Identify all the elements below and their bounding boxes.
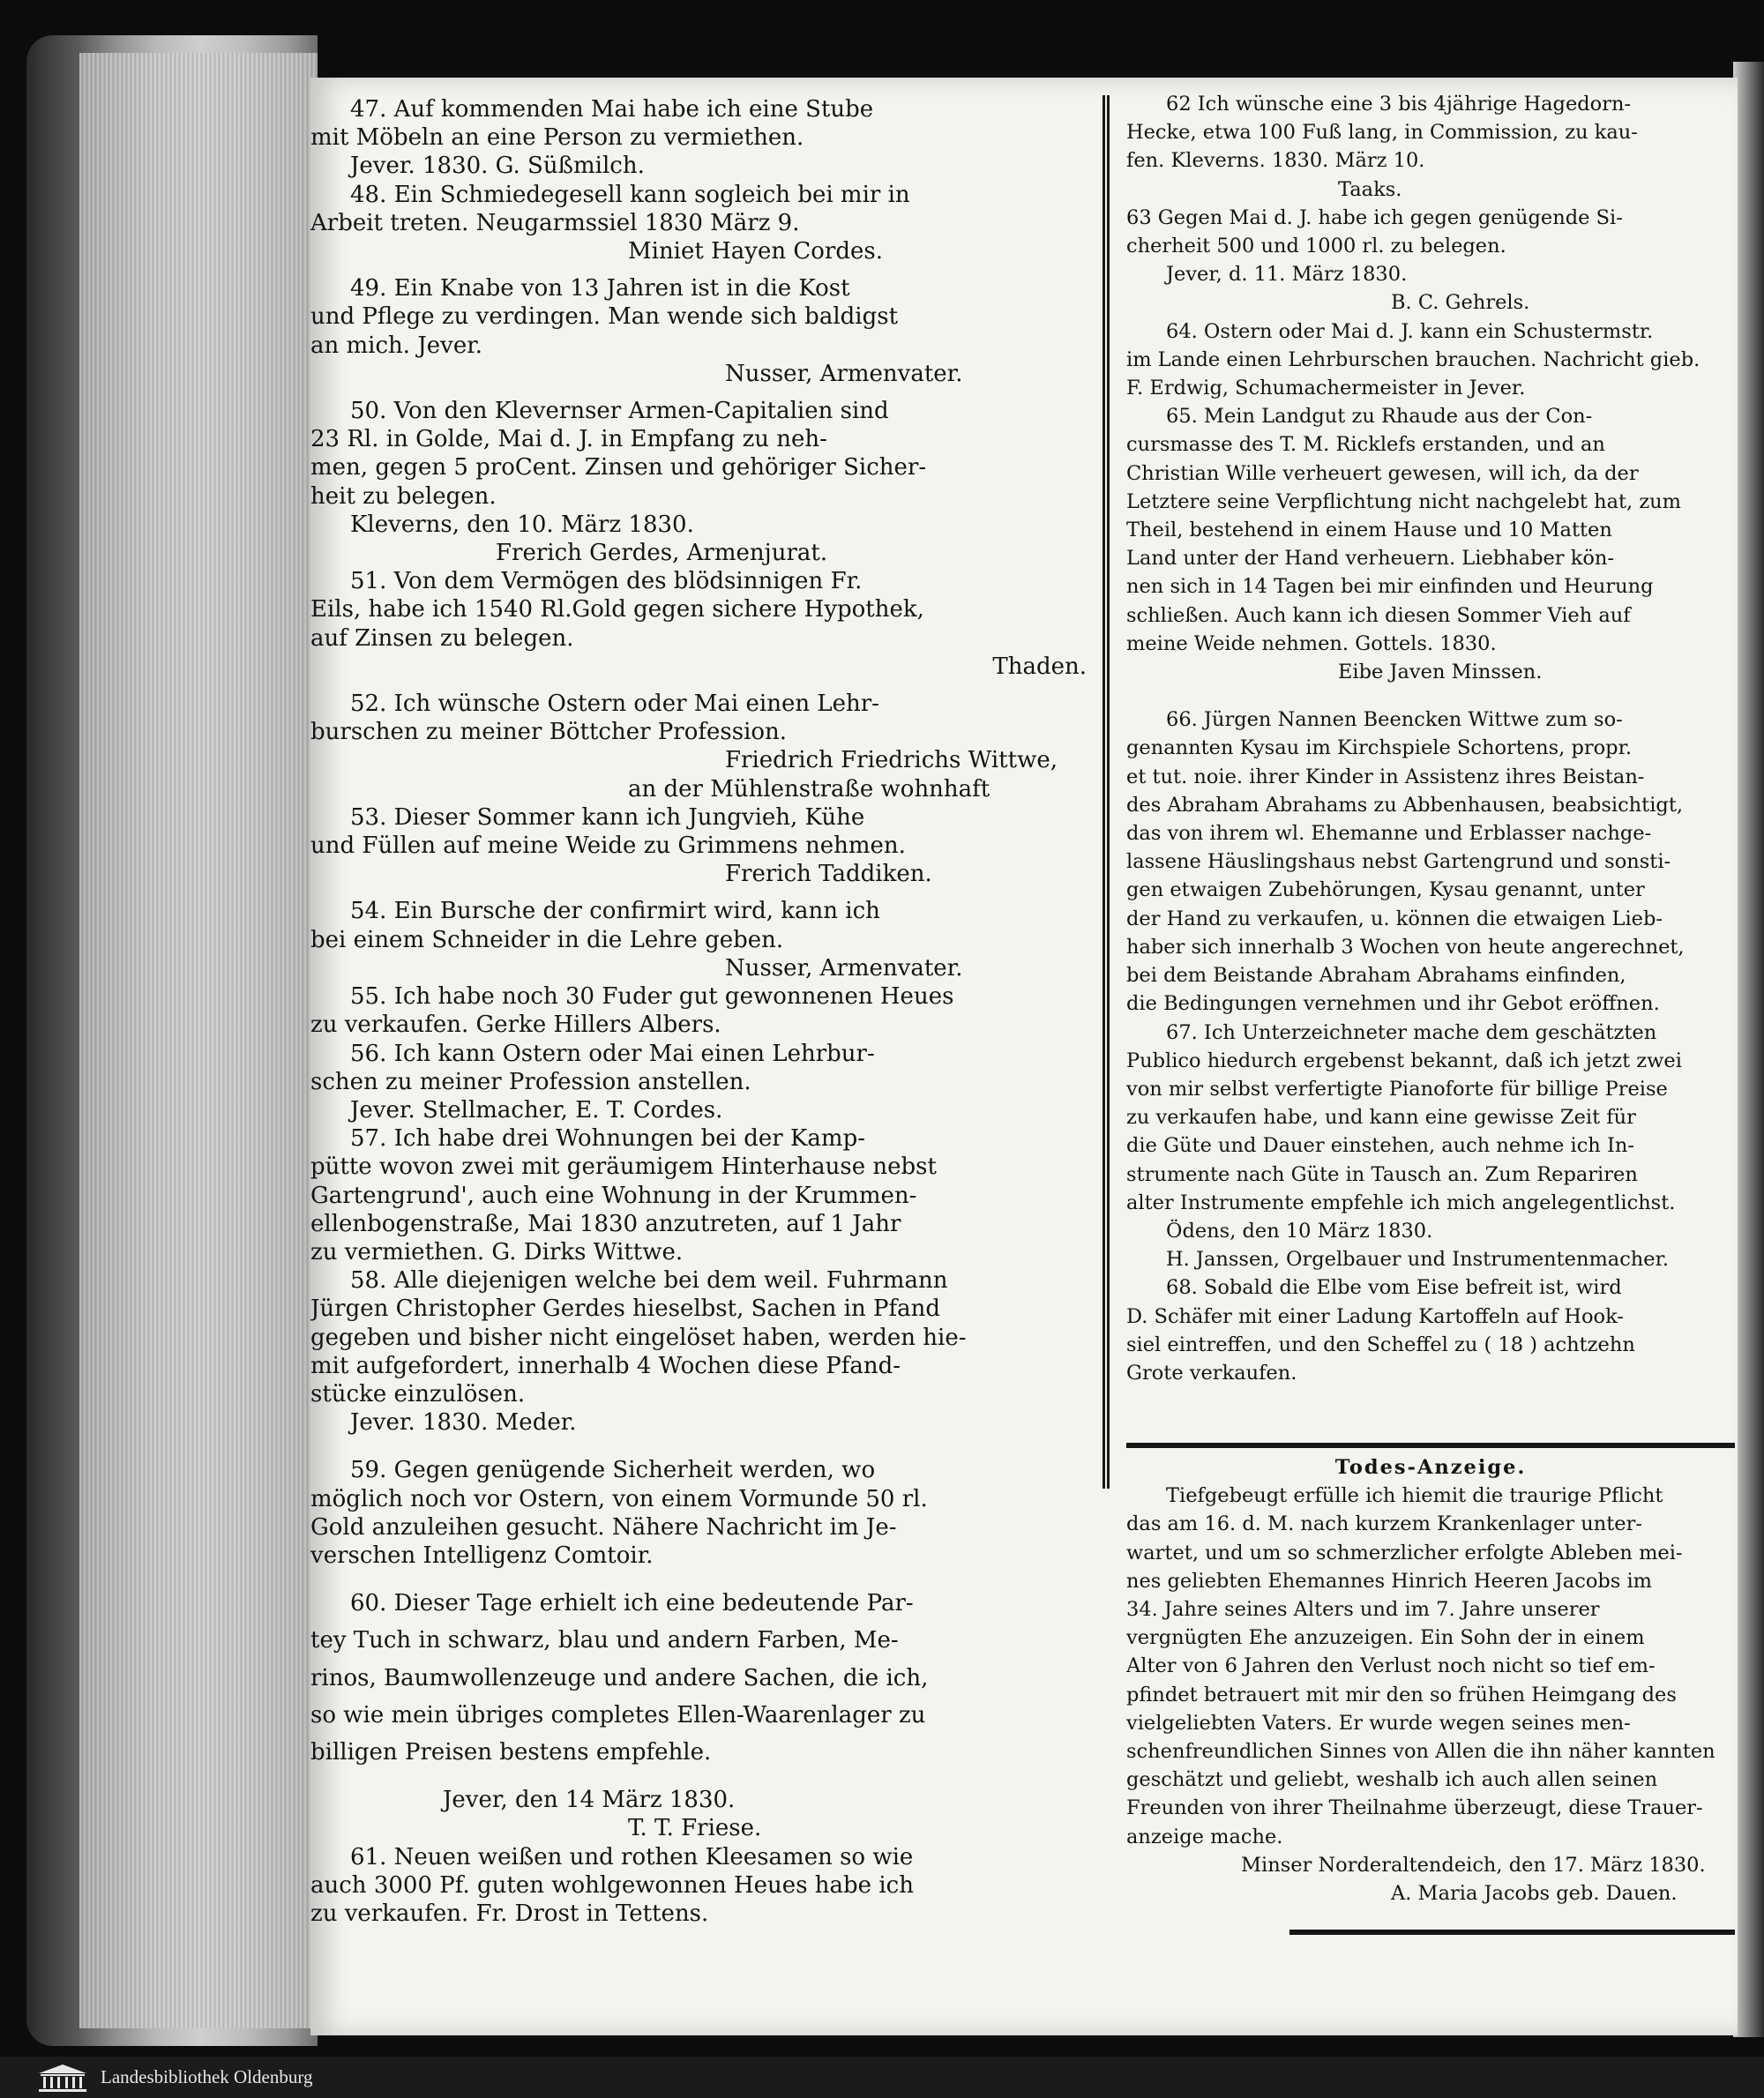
footer-bar [0, 2057, 1764, 2098]
ad-57-line: 57. Ich habe drei Wohnungen bei der Kamp- [350, 1125, 866, 1153]
death-notice [1126, 1453, 1735, 1908]
ad-66-line: genannten Kysau im Kirchspiele Schortens, propr. [1126, 736, 1633, 760]
ad-56-line: schen zu meiner Profession anstellen. [310, 1068, 751, 1095]
ad-67-line: 67. Ich Unterzeichneter mache dem geschätzten [1166, 1020, 1657, 1044]
library-building-icon [35, 2063, 90, 2093]
death-notice-line: 34. Jahre seines Alters und im 7. Jahre unserer [1126, 1598, 1600, 1622]
ad-60-line: 60. Dieser Tage erhielt ich eine bedeutende Par- [350, 1590, 914, 1617]
ad-51-signature: Thaden. [992, 653, 1087, 680]
ad-50-signature: Frerich Gerdes, Armenjurat. [496, 540, 828, 567]
ad-58-line: stücke einzulösen. [310, 1380, 526, 1407]
ad-66-line: gen etwaigen Zubehörungen, Kysau genannt, unter [1126, 878, 1645, 902]
ad-53-signature: Frerich Taddiken. [725, 861, 932, 888]
ad-66-line: et tut. noie. ihrer Kinder in Assistenz ihres Beistan- [1126, 765, 1645, 788]
death-notice-line: geschätzt und geliebt, weshalb ich auch allen seinen [1126, 1768, 1658, 1792]
ad-59-line: Gold anzuleihen gesucht. Nähere Nachricht im Je- [310, 1513, 897, 1541]
death-notice-line: nes geliebten Ehemannes Hinrich Heeren Jacobs im [1126, 1569, 1652, 1593]
death-notice-line: Freunden von ihrer Theilnahme überzeugt, diese Trauer- [1126, 1796, 1703, 1820]
ad-59-line: möglich noch vor Ostern, von einem Vormunde 50 rl. [310, 1485, 928, 1512]
ad-60-line: tey Tuch in schwarz, blau und andern Farben, Me- [310, 1627, 899, 1654]
ad-50-line: 50. Von den Klevernser Armen-Capitalien sind [350, 398, 889, 425]
ad-62-line: 62 Ich wünsche eine 3 bis 4jährige Hagedorn- [1166, 93, 1632, 116]
ad-57-line: ellenbogenstraße, Mai 1830 anzutreten, auf 1 Jahr [310, 1210, 901, 1237]
ad-65-line: Christian Wille verheuert gewesen, will ich, da der [1126, 461, 1639, 485]
ad-49-line: 49. Ein Knabe von 13 Jahren ist in die Kost [350, 275, 850, 302]
ad-58-line: mit aufgefordert, innerhalb 4 Wochen diese Pfand- [310, 1352, 901, 1379]
ad-65-line: nen sich in 14 Tagen bei mir einfinden und Heurung [1126, 575, 1654, 599]
ad-49-signature: Nusser, Armenvater. [725, 360, 963, 387]
ad-62-line: fen. Kleverns. 1830. März 10. [1126, 149, 1425, 173]
death-notice-line: das am 16. d. M. nach kurzem Krankenlager unter- [1126, 1512, 1642, 1536]
ad-51-line: auf Zinsen zu belegen. [310, 624, 574, 652]
ad-57-line: Gartengrund', auch eine Wohnung in der Krummen- [310, 1182, 917, 1209]
newspaper-page [310, 78, 1738, 2035]
ad-67-line: strumente nach Güte in Tausch an. Zum Repariren [1126, 1162, 1638, 1186]
ad-65-line: 65. Mein Landgut zu Rhaude aus der Con- [1166, 405, 1593, 429]
death-notice-line: pfindet betrauert mit mir den so frühen Heimgang des [1126, 1683, 1677, 1706]
ad-64-line: im Lande einen Lehrburschen brauchen. Nachricht gieb. [1126, 347, 1700, 371]
ad-68-line: 68. Sobald die Elbe vom Eise befreit ist, wird [1166, 1276, 1622, 1300]
ad-57-line: pütte wovon zwei mit geräumigem Hinterhause nebst [310, 1154, 937, 1181]
ad-66-line: des Abraham Abrahams zu Abbenhausen, beabsichtigt, [1126, 793, 1684, 817]
ad-54-signature: Nusser, Armenvater. [725, 954, 963, 982]
ad-67-place-date: Ödens, den 10 März 1830. [1166, 1219, 1433, 1243]
ad-66-line: 66. Jürgen Nannen Beencken Wittwe zum so- [1166, 708, 1623, 732]
ad-52-line: burschen zu meiner Böttcher Profession. [310, 719, 788, 746]
ad-65-signature: Eibe Javen Minssen. [1338, 661, 1543, 684]
ad-52-signature: an der Mühlenstraße wohnhaft [628, 775, 990, 803]
ad-55-line: zu verkaufen. Gerke Hillers Albers. [310, 1012, 721, 1039]
ad-47-signature: Jever. 1830. G. Süßmilch. [350, 153, 645, 180]
ad-63-signature: B. C. Gehrels. [1391, 291, 1530, 315]
ad-63-line: 63 Gegen Mai d. J. habe ich gegen genügende Si- [1126, 205, 1623, 229]
ad-63-place-date: Jever, d. 11. März 1830. [1166, 263, 1408, 287]
ad-50-place-date: Kleverns, den 10. März 1830. [350, 511, 694, 538]
ad-58-line: gegeben und bisher nicht eingelöset haben, werden hie- [310, 1324, 967, 1351]
section-rule [1126, 1443, 1735, 1448]
death-notice-line: Alter von 6 Jahren den Verlust noch nicht so tief em- [1126, 1654, 1656, 1678]
death-notice-place-date: Minser Norderaltendeich, den 17. März 1830. [1241, 1853, 1706, 1877]
ad-48-line: Arbeit treten. Neugarmssiel 1830 März 9. [310, 209, 800, 236]
ad-66-line: haber sich innerhalb 3 Wochen von heute angerechnet, [1126, 935, 1685, 959]
ad-63-line: cherheit 500 und 1000 rl. zu belegen. [1126, 235, 1506, 258]
ad-66-line: der Hand zu verkaufen, u. können die etwaigen Lieb- [1126, 907, 1663, 930]
ad-67-line: die Güte und Dauer einstehen, auch nehme ich In- [1126, 1134, 1634, 1158]
ad-50-line: men, gegen 5 proCent. Zinsen und gehöriger Sicher- [310, 454, 927, 482]
ad-49-line: an mich. Jever. [310, 332, 483, 359]
right-column [1126, 90, 1735, 1387]
ad-65-line: schließen. Auch kann ich diesen Sommer Vieh auf [1126, 603, 1631, 627]
ad-58-line: Jürgen Christopher Gerdes hieselbst, Sachen in Pfand [310, 1295, 940, 1323]
ad-64-line: F. Erdwig, Schumachermeister in Jever. [1126, 377, 1526, 400]
ad-60-line: rinos, Baumwollenzeuge und andere Sachen, die ich, [310, 1664, 929, 1691]
ad-68-line: siel eintreffen, und den Scheffel zu ( 18 ) achtzehn [1126, 1333, 1635, 1356]
left-column [310, 95, 1087, 1928]
page-stack [79, 53, 318, 2028]
ad-59-line: 59. Gegen genügende Sicherheit werden, wo [350, 1457, 876, 1484]
ad-60-line: billigen Preisen bestens empfehle. [310, 1738, 712, 1766]
ad-65-line: meine Weide nehmen. Gottels. 1830. [1126, 631, 1497, 655]
ad-64-line: 64. Ostern oder Mai d. J. kann ein Schustermstr. [1166, 319, 1654, 343]
ad-60-place-date: Jever, den 14 März 1830. [443, 1787, 736, 1814]
ad-61-line: auch 3000 Pf. guten wohlgewonnen Heues habe ich [310, 1871, 914, 1899]
ad-56-line: 56. Ich kann Ostern oder Mai einen Lehrbur- [350, 1040, 875, 1067]
death-notice-line: Tiefgebeugt erfülle ich hiemit die traurige Pflicht [1166, 1484, 1663, 1508]
ad-50-line: 23 Rl. in Golde, Mai d. J. in Empfang zu neh- [310, 426, 827, 453]
ad-50-line: heit zu belegen. [310, 482, 497, 510]
ad-65-line: Land unter der Hand verheuern. Liebhaber kön- [1126, 547, 1614, 571]
ad-51-line: 51. Von dem Vermögen des blödsinnigen Fr. [350, 568, 863, 595]
ad-68-line: Grote verkaufen. [1126, 1361, 1297, 1385]
ad-61-line: 61. Neuen weißen und rothen Kleesamen so wie [350, 1843, 914, 1870]
ad-67-line: alter Instrumente empfehle ich mich angelegentlichst. [1126, 1191, 1676, 1214]
ad-65-line: Theil, bestehend in einem Hause und 10 Matten [1126, 519, 1612, 542]
column-divider [1102, 95, 1110, 1489]
ad-65-line: Letztere seine Verpflichtung nicht nachgelebt hat, zum [1126, 489, 1682, 513]
ad-48-signature: Miniet Hayen Cordes. [628, 238, 883, 265]
ad-48-line: 48. Ein Schmiedegesell kann sogleich bei mir in [350, 181, 910, 208]
ad-62-signature: Taaks. [1338, 177, 1402, 201]
ad-67-line: von mir selbst verfertigte Pianoforte für billige Preise [1126, 1077, 1668, 1101]
death-notice-line: vergnügten Ehe anzuzeigen. Ein Sohn der in einem [1126, 1626, 1645, 1650]
ad-49-line: und Pflege zu verdingen. Man wende sich baldigst [310, 303, 899, 331]
ad-55-line: 55. Ich habe noch 30 Fuder gut gewonnenen Heues [350, 983, 954, 1011]
ad-58-signature: Jever. 1830. Meder. [350, 1409, 577, 1437]
ad-66-line: das von ihrem wl. Ehemanne und Erblasser nachge- [1126, 822, 1652, 846]
ad-68-line: D. Schäfer mit einer Ladung Kartoffeln auf Hook- [1126, 1304, 1624, 1328]
death-notice-line: anzeige mache. [1126, 1825, 1283, 1848]
ad-56-signature: Jever. Stellmacher, E. T. Cordes. [350, 1096, 723, 1124]
ad-65-line: cursmasse des T. M. Ricklefs erstanden, und an [1126, 433, 1605, 457]
ad-66-line: lassene Häuslingshaus nebst Gartengrund und sonsti- [1126, 850, 1671, 874]
ad-67-line: Publico hiedurch ergebenst bekannt, daß ich jetzt zwei [1126, 1049, 1682, 1072]
ad-58-line: 58. Alle diejenigen welche bei dem weil. Fuhrmann [350, 1267, 948, 1295]
ad-59-line: verschen Intelligenz Comtoir. [310, 1542, 654, 1569]
ad-60-signature: T. T. Friese. [628, 1815, 762, 1842]
ad-61-line: zu verkaufen. Fr. Drost in Tettens. [310, 1900, 709, 1927]
ad-66-line: die Bedingungen vernehmen und ihr Gebot eröffnen. [1126, 992, 1660, 1016]
ad-53-line: 53. Dieser Sommer kann ich Jungvieh, Kühe [350, 803, 865, 831]
right-page-edge [1733, 62, 1764, 2037]
death-notice-signature: A. Maria Jacobs geb. Dauen. [1391, 1882, 1678, 1906]
ad-47-line: 47. Auf kommenden Mai habe ich eine Stube [350, 96, 874, 123]
ad-54-line: bei einem Schneider in die Lehre geben. [310, 926, 784, 953]
ad-67-signature: H. Janssen, Orgelbauer und Instrumentenmacher. [1166, 1248, 1670, 1272]
death-notice-title: Todes-Anzeige. [1334, 1456, 1527, 1479]
library-name: Landesbibliothek Oldenburg [101, 2066, 313, 2087]
death-notice-line: vielgeliebten Vaters. Er wurde wegen seines men- [1126, 1711, 1631, 1735]
ad-51-line: Eils, habe ich 1540 Rl.Gold gegen sichere Hypothek, [310, 596, 924, 623]
ad-62-line: Hecke, etwa 100 Fuß lang, in Commission, zu kau- [1126, 121, 1638, 145]
death-notice-line: wartet, und um so schmerzlicher erfolgte Ableben mei- [1126, 1541, 1683, 1564]
ad-66-line: bei dem Beistande Abraham Abrahams einfinden, [1126, 964, 1626, 988]
ad-52-line: 52. Ich wünsche Ostern oder Mai einen Lehr- [350, 691, 879, 718]
ad-47-line: mit Möbeln an eine Person zu vermiethen. [310, 124, 804, 152]
ad-67-line: zu verkaufen habe, und kann eine gewisse Zeit für [1126, 1106, 1636, 1130]
ad-52-signature: Friedrich Friedrichs Wittwe, [725, 747, 1058, 774]
ad-60-line: so wie mein übriges completes Ellen-Waarenlager zu [310, 1701, 926, 1728]
ad-57-line: zu vermiethen. G. Dirks Wittwe. [310, 1238, 684, 1266]
section-rule [1289, 1930, 1735, 1935]
ad-53-line: und Füllen auf meine Weide zu Grimmens nehmen. [310, 832, 906, 860]
death-notice-line: schenfreundlichen Sinnes von Allen die ihn näher kannten [1126, 1740, 1715, 1764]
ad-54-line: 54. Ein Bursche der confirmirt wird, kann ich [350, 898, 880, 925]
